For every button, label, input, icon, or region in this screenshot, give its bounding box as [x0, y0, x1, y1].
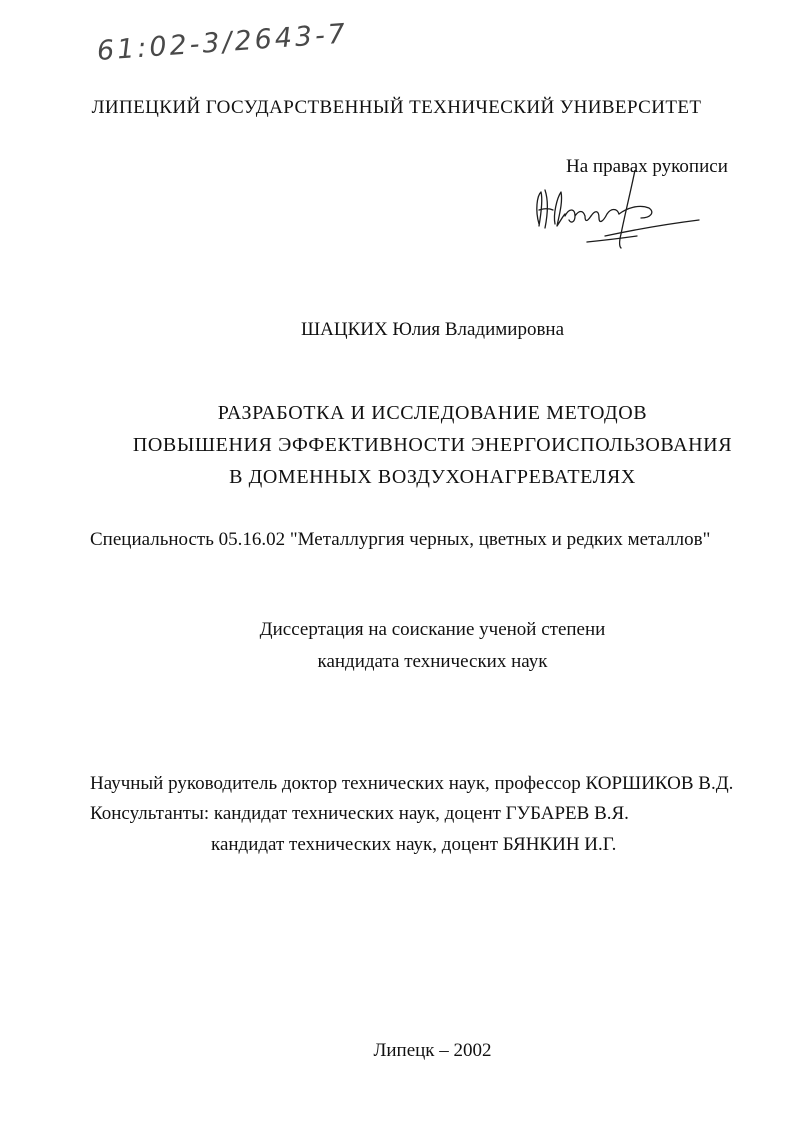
- manuscript-rights-label: На правах рукописи: [566, 156, 728, 177]
- title-line: В ДОМЕННЫХ ВОЗДУХОНАГРЕВАТЕЛЯХ: [229, 466, 636, 488]
- supervisor-line: Научный руководитель доктор технических наук, профессор КОРШИКОВ В.Д.: [90, 773, 734, 794]
- consultant-line: кандидат технических наук, доцент БЯНКИН И.Г.: [211, 834, 617, 855]
- university-name: ЛИПЕЦКИЙ ГОСУДАРСТВЕННЫЙ ТЕХНИЧЕСКИЙ УНИВЕРСИТЕТ: [91, 97, 702, 118]
- title-line: ПОВЫШЕНИЯ ЭФФЕКТИВНОСТИ ЭНЕРГОИСПОЛЬЗОВАНИЯ: [132, 434, 733, 456]
- author-name: ШАЦКИХ Юлия Владимировна: [300, 319, 565, 340]
- degree-line: кандидата технических наук: [317, 651, 548, 672]
- archive-number-handwritten: 61:02-3/2643-7: [96, 18, 350, 67]
- specialty-line: Специальность 05.16.02 "Металлургия черных, цветных и редких металлов": [90, 529, 711, 550]
- place-year: Липецк – 2002: [373, 1040, 492, 1061]
- dissertation-title: [36, 401, 793, 489]
- signature-icon: [527, 170, 702, 260]
- title-line: РАЗРАБОТКА И ИССЛЕДОВАНИЕ МЕТОДОВ: [217, 402, 648, 424]
- consultant-line: Консультанты: кандидат технических наук, доцент ГУБАРЕВ В.Я.: [90, 803, 629, 824]
- degree-line: Диссертация на соискание ученой степени: [259, 619, 606, 640]
